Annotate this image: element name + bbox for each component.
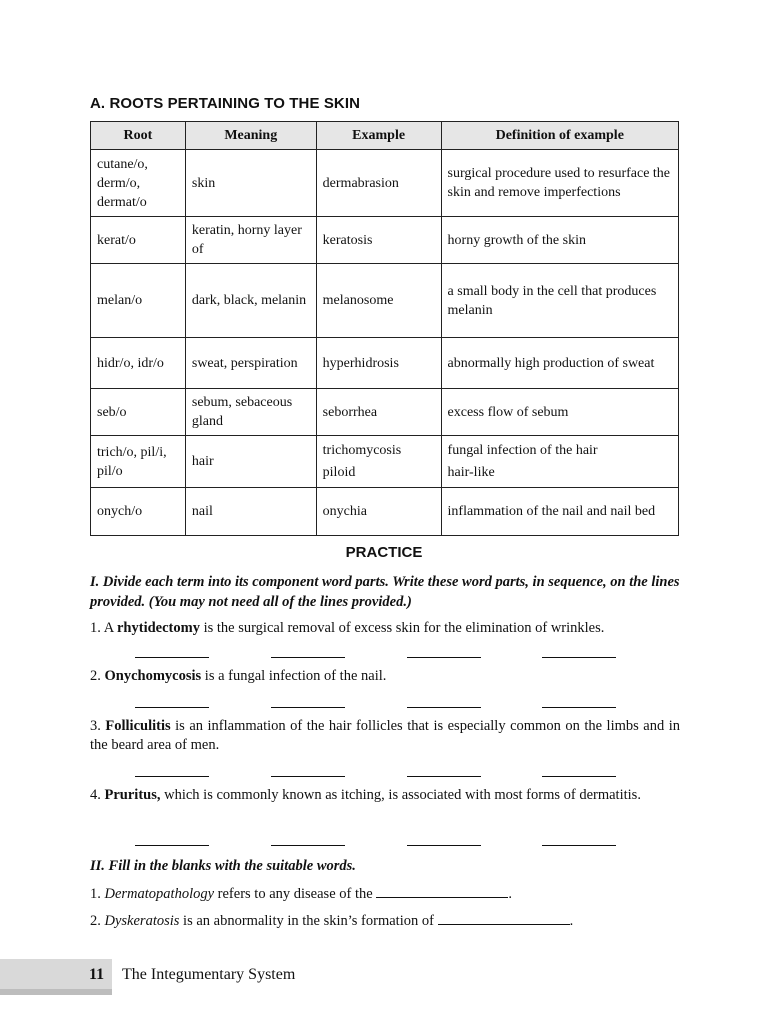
table-row (91, 264, 679, 338)
answer-blank[interactable] (542, 845, 616, 846)
root-cell: trich/o, pil/i, pil/o (91, 436, 186, 488)
table-row (91, 389, 679, 436)
table-row (91, 338, 679, 389)
chapter-title: The Integumentary System (122, 966, 296, 983)
example-cell: melanosome (316, 264, 441, 338)
meaning-cell: keratin, horny layer of (185, 217, 316, 264)
instruction-part-2: II. Fill in the blanks with the suitable words. (90, 858, 356, 874)
practice-title: PRACTICE (345, 544, 423, 561)
table-row (91, 488, 679, 536)
example-cell: keratosis (316, 217, 441, 264)
table-row (91, 217, 679, 264)
answer-blank[interactable] (407, 707, 481, 708)
column-header-definition: Definition of example (441, 122, 678, 150)
table-row (91, 436, 679, 488)
column-header-root: Root (91, 122, 186, 150)
term: Onychomycosis (104, 668, 202, 684)
answer-blank[interactable] (271, 776, 345, 777)
column-header-example: Example (316, 122, 441, 150)
column-header-meaning: Meaning (185, 122, 316, 150)
example-cell: dermabrasion (316, 150, 441, 217)
meaning-cell: dark, black, melanin (185, 264, 316, 338)
answer-blank[interactable] (135, 657, 209, 658)
root-cell: onych/o (91, 488, 186, 536)
example-cell (316, 436, 441, 488)
answer-blank[interactable] (542, 707, 616, 708)
term: Dyskeratosis (104, 913, 180, 929)
definition-line: hair-like (447, 464, 495, 480)
root-cell: hidr/o, idr/o (91, 338, 186, 389)
question-4: 4. Pruritus, which is commonly known as itching, is associated with most forms of dermatitis. (90, 787, 641, 803)
root-cell: kerat/o (91, 217, 186, 264)
instruction-part-1: I. Divide each term into its component word parts. Write these word parts, in sequence, on the lines provided. (You may not need all of the lines provided.) (90, 574, 680, 610)
definition-cell: excess flow of sebum (441, 389, 678, 436)
fill-blank[interactable] (376, 883, 508, 898)
root-cell: cutane/o, derm/o, dermat/o (91, 150, 186, 217)
answer-blanks (135, 845, 625, 847)
question-1: 1. A rhytidectomy is the surgical removal of excess skin for the elimination of wrinkles. (90, 620, 605, 636)
meaning-cell: hair (185, 436, 316, 488)
answer-blank[interactable] (407, 776, 481, 777)
term: rhytidectomy (117, 620, 200, 636)
meaning-cell: skin (185, 150, 316, 217)
example-cell: onychia (316, 488, 441, 536)
root-cell: seb/o (91, 389, 186, 436)
term: Pruritus, (104, 787, 161, 803)
meaning-cell: sweat, perspiration (185, 338, 316, 389)
meaning-cell: nail (185, 488, 316, 536)
answer-blank[interactable] (271, 657, 345, 658)
meaning-cell: sebum, sebaceous gland (185, 389, 316, 436)
answer-blank[interactable] (407, 845, 481, 846)
fill-question-2: 2. Dyskeratosis is an abnormality in the skin’s formation of . (90, 910, 573, 931)
page-number: 11 (89, 966, 105, 983)
roots-table (90, 121, 679, 536)
answer-blanks (135, 657, 625, 659)
example-line: piloid (322, 464, 356, 480)
term: Folliculitis (105, 718, 171, 734)
fill-question-1: 1. Dermatopathology refers to any disease of the . (90, 883, 512, 904)
answer-blank[interactable] (271, 845, 345, 846)
answer-blank[interactable] (542, 657, 616, 658)
example-line: trichomycosis (322, 442, 402, 458)
question-3: 3. Folliculitis is an inflammation of the hair follicles that is especially common on the limbs and in the beard area of men. (90, 718, 681, 753)
definition-cell: horny growth of the skin (441, 217, 678, 264)
definition-cell: a small body in the cell that produces melanin (441, 264, 678, 338)
answer-blank[interactable] (135, 845, 209, 846)
answer-blanks (135, 776, 625, 778)
answer-blanks (135, 707, 625, 709)
definition-cell: surgical procedure used to resurface the skin and remove imperfections (441, 150, 678, 217)
answer-blank[interactable] (135, 707, 209, 708)
definition-cell: inflammation of the nail and nail bed (441, 488, 678, 536)
root-cell: melan/o (91, 264, 186, 338)
fill-blank[interactable] (438, 910, 570, 925)
definition-cell: abnormally high production of sweat (441, 338, 678, 389)
answer-blank[interactable] (135, 776, 209, 777)
footer-bar-accent (0, 989, 112, 995)
answer-blank[interactable] (542, 776, 616, 777)
definition-line: fungal infection of the hair (447, 442, 598, 458)
answer-blank[interactable] (271, 707, 345, 708)
term: Dermatopathology (104, 886, 215, 902)
answer-blank[interactable] (407, 657, 481, 658)
definition-cell (441, 436, 678, 488)
example-cell: hyperhidrosis (316, 338, 441, 389)
example-cell: seborrhea (316, 389, 441, 436)
question-2: 2. Onychomycosis is a fungal infection of the nail. (90, 668, 387, 684)
section-heading: A. ROOTS PERTAINING TO THE SKIN (90, 95, 361, 112)
table-header-row (91, 122, 679, 150)
table-row (91, 150, 679, 217)
